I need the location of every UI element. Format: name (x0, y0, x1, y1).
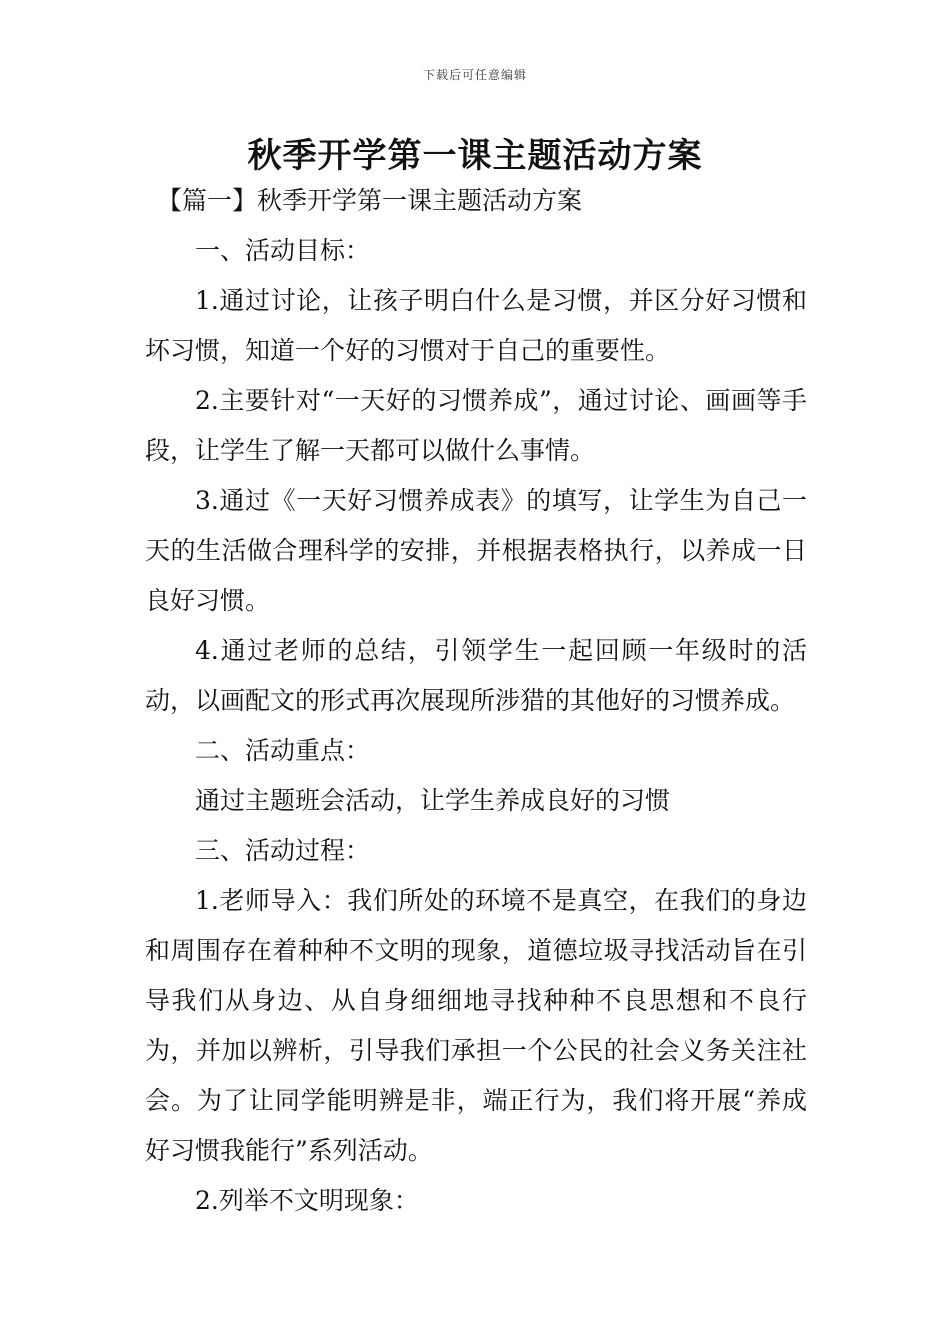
section-3-heading: 三、活动过程： (195, 836, 371, 865)
section-2-text: 通过主题班会活动，让学生养成良好的习惯 (195, 786, 671, 815)
goal-item-3: 3.通过《一天好习惯养成表》的填写，让学生为自己一天的生活做合理科学的安排，并根据表格执行，以养成一日良好习惯。 (145, 486, 807, 615)
goal-item-4: 4.通过老师的总结，引领学生一起回顾一年级时的活动，以画配文的形式再次展现所涉猎的其他好的习惯养成。 (145, 636, 807, 715)
section-2-heading: 二、活动重点： (195, 736, 371, 765)
header-note: 下载后可任意编辑 (422, 68, 527, 82)
process-item-2: 2.列举不文明现象： (195, 1186, 419, 1215)
section-1-heading: 一、活动目标： (195, 236, 371, 265)
process-item-1: 1.老师导入：我们所处的环境不是真空，在我们的身边和周围存在着种种不文明的现象，道德垃圾寻找活动旨在引导我们从身边、从自身细细地寻找种种不良思想和不良行为，并加以辨析，引导我们承担一个公民的社会义务关注社会。为了让同学能明辨是非，端正行为，我们将开展“养成好习惯我能行”系列活动。 (145, 886, 807, 1165)
goal-item-1: 1.通过讨论，让孩子明白什么是习惯，并区分好习惯和坏习惯，知道一个好的习惯对于自己的重要性。 (145, 286, 807, 365)
goal-item-2: 2.主要针对“一天好的习惯养成”，通过讨论、画画等手段，让学生了解一天都可以做什么事情。 (145, 386, 807, 465)
document-body (145, 176, 807, 1226)
document-title: 秋季开学第一课主题活动方案 (247, 136, 703, 176)
section-subtitle: 【篇一】秋季开学第一课主题活动方案 (157, 186, 583, 215)
